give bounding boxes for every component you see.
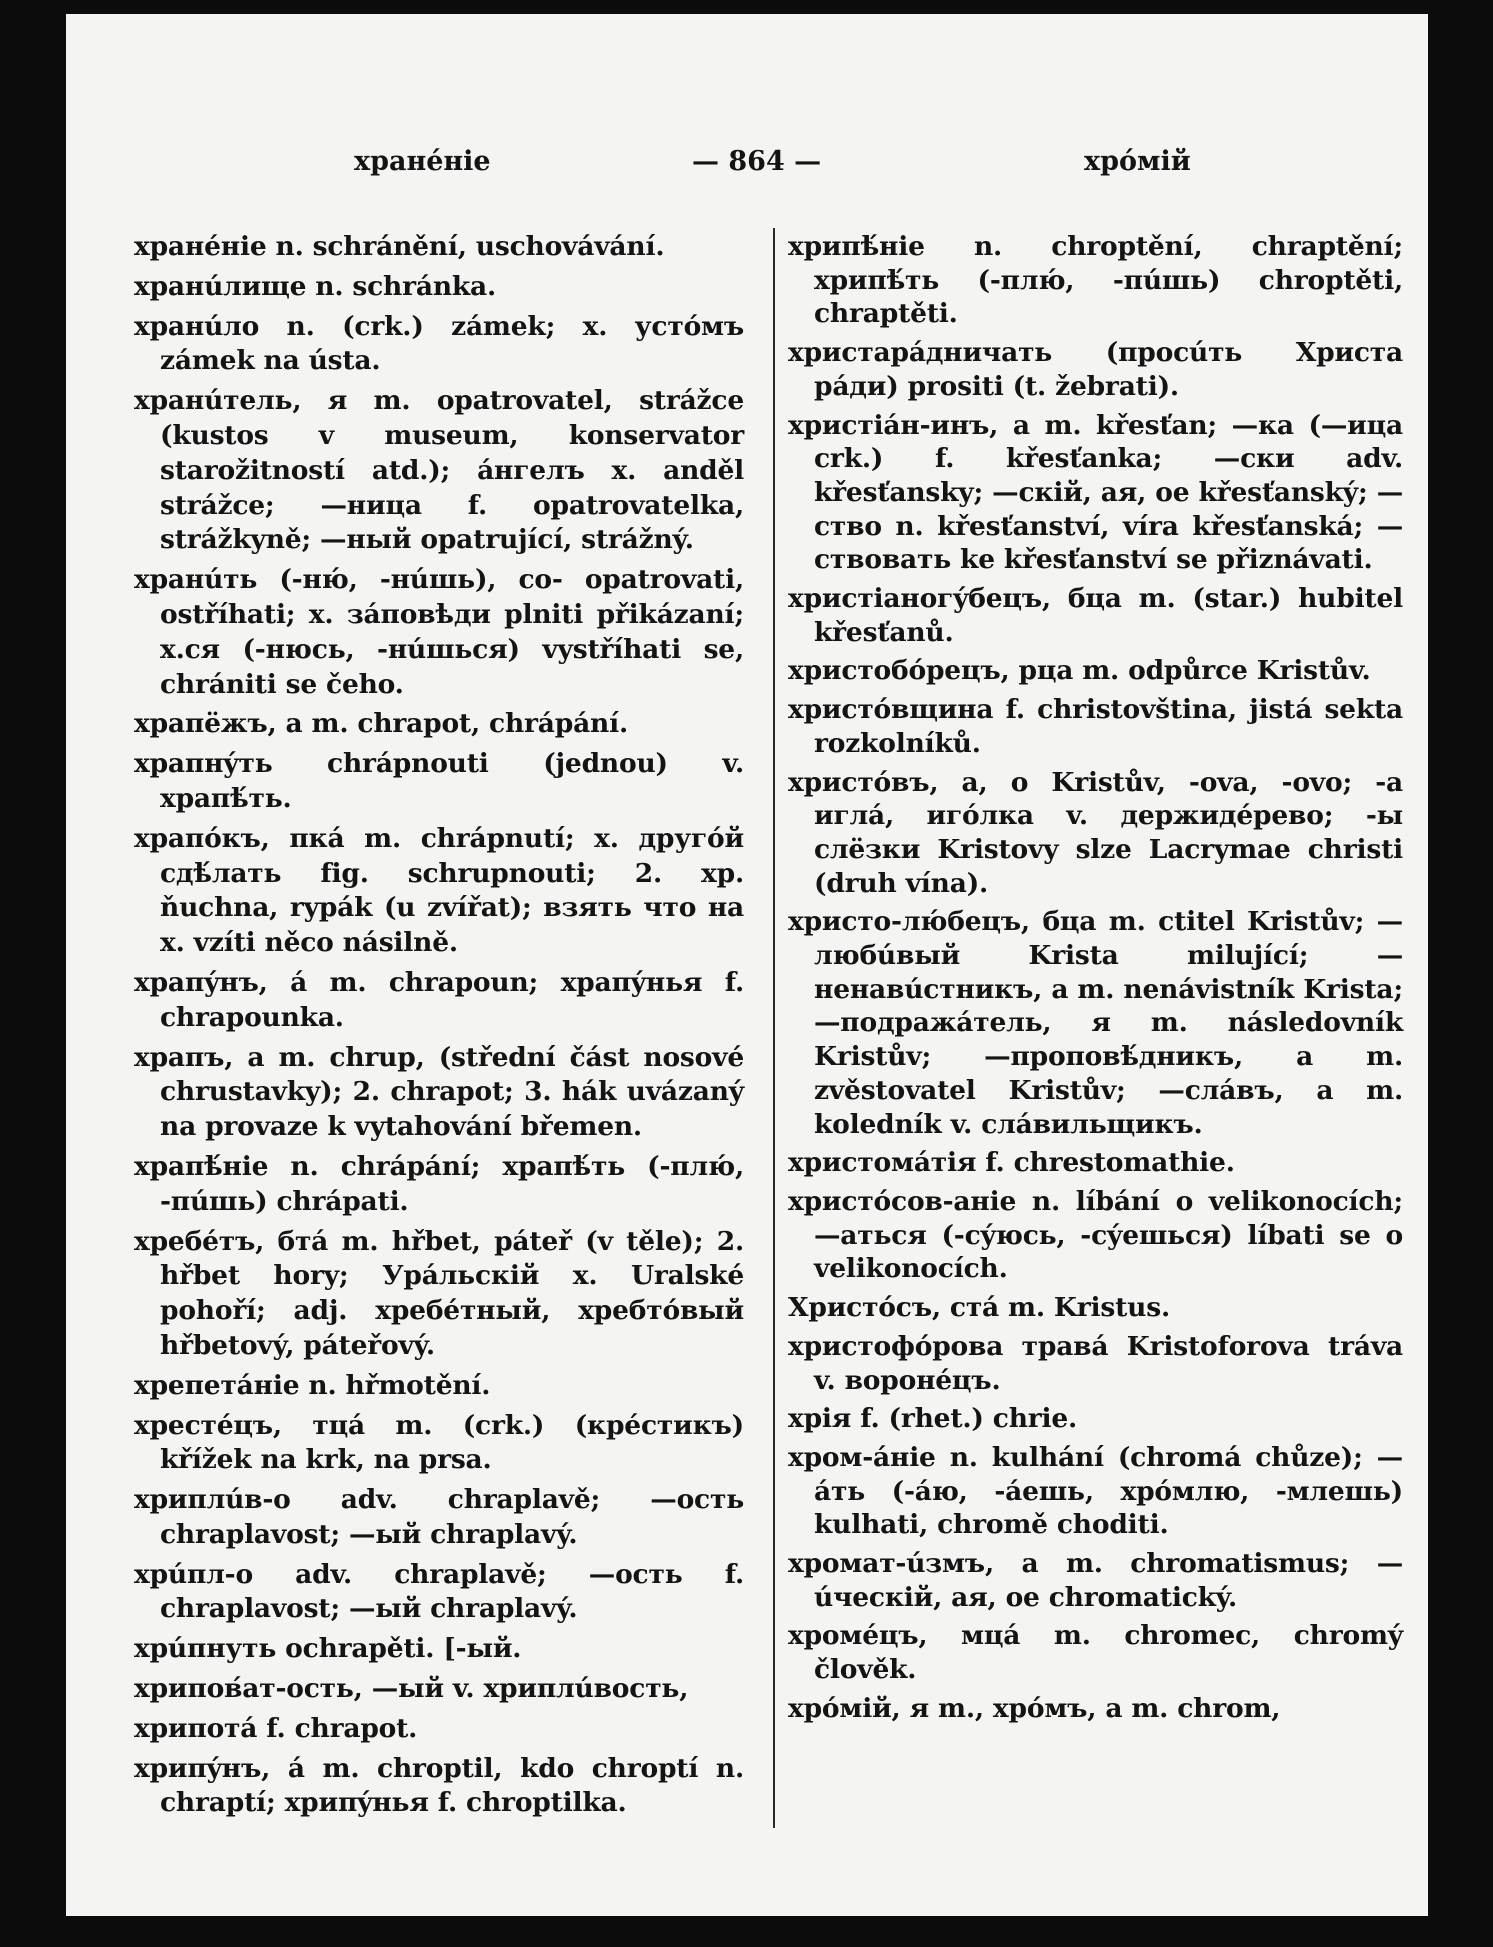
- left-column: [134, 230, 744, 1826]
- dictionary-entry: христомáтія f. chrestomathie.: [788, 1147, 1235, 1179]
- dictionary-page: [66, 14, 1428, 1916]
- dictionary-entry: хрипотá f. chrapot.: [134, 1712, 418, 1744]
- dictionary-entry: хранúлище n. schránka.: [134, 270, 497, 302]
- dictionary-entry: храпѣ́ніе n. chrápání; храпѣ́ть (-плю́, -пúшь) chrápati.: [134, 1150, 744, 1217]
- dictionary-entry: хромат-úзмъ, а m. chromatismus; —úческій, ая, ое chromatický.: [788, 1548, 1403, 1613]
- dictionary-entry: христо-лю́бецъ, бца m. ctitel Kristův; —любúвый Krista milující; —ненавúстникъ, а m. nenávistník Krista; —подражáтель, я m. následovník Kristův; —проповѣ́дникъ, а m. zvěstovatel Kristův; —слáвъ, а m. koledník v. слáвильщикъ.: [788, 906, 1403, 1140]
- page-number: — 864 —: [692, 146, 822, 177]
- dictionary-entry: христóвъ, а, о Kristův, -ova, -ovo; -а иглá, игóлка v. держидéрево; -ы слёзки Kristovy slze Lacrymae christi (druh vína).: [788, 766, 1403, 899]
- header-right-guideword: хрóмій: [1084, 146, 1191, 177]
- dictionary-entry: христіаногýбецъ, бца m. (star.) hubitel křesťanů.: [788, 583, 1403, 648]
- column-divider: [773, 228, 775, 1828]
- dictionary-entry: хромéцъ, мцá m. chromec, chromý člověk.: [788, 1620, 1403, 1686]
- dictionary-entry: хрепетáніе n. hřmotění.: [134, 1369, 491, 1401]
- dictionary-entry: христóсов-аніе n. líbání o velikonocích; —аться (-сýюсь, -сýешься) líbati se o velikonocích.: [788, 1185, 1403, 1285]
- dictionary-entry: хребéтъ, бтá m. hřbet, páteř (v těle); 2. hřbet hory; Урáльскій x. Uralské pohoří; adj. хребéтный, хребтóвый hřbetový, páteřový.: [134, 1225, 744, 1361]
- dictionary-entry: христіáн-инъ, а m. křesťan; —ка (—ица crk.) f. křesťanka; —ски adv. křesťansky; —скій, ая, ое křesťanský; —ство n. křesťanství, víra křesťanská; —ствовать ke křesťanství se přiznávati.: [788, 409, 1403, 576]
- dictionary-entry: хрипýнъ, á m. chroptil, kdo chroptí n. chraptí; хрипýнья f. chroptilka.: [134, 1752, 744, 1819]
- dictionary-entry: хранéніе n. schránění, uschovávání.: [134, 231, 665, 262]
- dictionary-entry: хриплúв-о adv. chraplavě; —ость chraplavost; —ый chraplavý.: [134, 1484, 744, 1550]
- dictionary-entry: храпýнъ, á m. chrapoun; храпýнья f. chrapounka.: [134, 966, 744, 1033]
- dictionary-entry: храпъ, а m. chrup, (střední část nosové chrustavky); 2. chrapot; 3. hák uvázaný na provaze k vytahování břemen.: [134, 1041, 744, 1143]
- dictionary-entry: хранúть (-ню́, -нúшь), co- opatrovati, ostříhati; x. зáповѣди plniti přikázaní; x.ся (-нюсь, -нúшься) vystříhati se, chrániti se čeho.: [134, 564, 744, 700]
- running-header: [66, 146, 1428, 186]
- right-column: [788, 230, 1403, 1731]
- dictionary-entry: храпёжъ, а m. chrapot, chrápání.: [134, 708, 629, 740]
- dictionary-entry: хрóмій, я m., хрóмъ, а m. chrom,: [788, 1692, 1281, 1724]
- dictionary-entry: хрипов́ат-ость, —ый v. хриплúвость,: [134, 1673, 689, 1705]
- dictionary-entry: хрúпл-о adv. chraplavě; —ость f. chraplavost; —ый chraplavý.: [134, 1558, 744, 1625]
- header-left-guideword: хранéніе: [354, 146, 491, 177]
- dictionary-entry: хром-áніе n. kulhání (chromá chůze); —áть (-áю, -áешь, хрóмлю, -млешь) kulhati, chromě choditi.: [788, 1441, 1403, 1541]
- dictionary-entry: Христóсъ, стá m. Kristus.: [788, 1292, 1170, 1324]
- dictionary-entry: хранúло n. (crk.) zámek; x. устóмъ zámek na ústa.: [134, 310, 744, 377]
- dictionary-entry: хрестéцъ, тцá m. (crk.) (крéстикъ) křížek na krk, na prsa.: [134, 1409, 744, 1476]
- dictionary-entry: христарáдничать (просúть Христа рáди) prositi (t. žebrati).: [788, 337, 1403, 402]
- dictionary-entry: христобóрецъ, рца m. odpůrce Kristův.: [788, 655, 1371, 687]
- dictionary-entry: хрія f. (rhet.) chrie.: [788, 1403, 1078, 1435]
- dictionary-entry: христофóрова травá Kristoforova tráva v. воронéцъ.: [788, 1330, 1403, 1396]
- dictionary-entry: храпнýть chrápnouti (jednou) v. храпѣ́ть.: [134, 748, 744, 814]
- dictionary-entry: хрипѣ́ніе n. chroptění, chraptění; хрипѣ́ть (-плю́, -пúшь) chroptěti, chraptěti.: [788, 231, 1403, 330]
- dictionary-entry: храпóкъ, пкá m. chrápnutí; x. другóй сдѣ́лать fig. schrupnouti; 2. xp. ňuchna, rypák (u zvířat); взять что на x. vzíti něco násilně.: [134, 822, 744, 959]
- dictionary-entry: хранúтель, я m. opatrovatel, strážce (kustos v museum, konservator starožitností atd.); áнгелъ x. anděl strážce; —ница f. opatrovatelka, strážkyně; —ный opatrující, strážný.: [134, 385, 744, 556]
- dictionary-entry: хрúпнуть ochrapěti. [-ый.: [134, 1633, 522, 1665]
- dictionary-entry: христóвщина f. christovština, jistá sekta rozkolníků.: [788, 694, 1403, 759]
